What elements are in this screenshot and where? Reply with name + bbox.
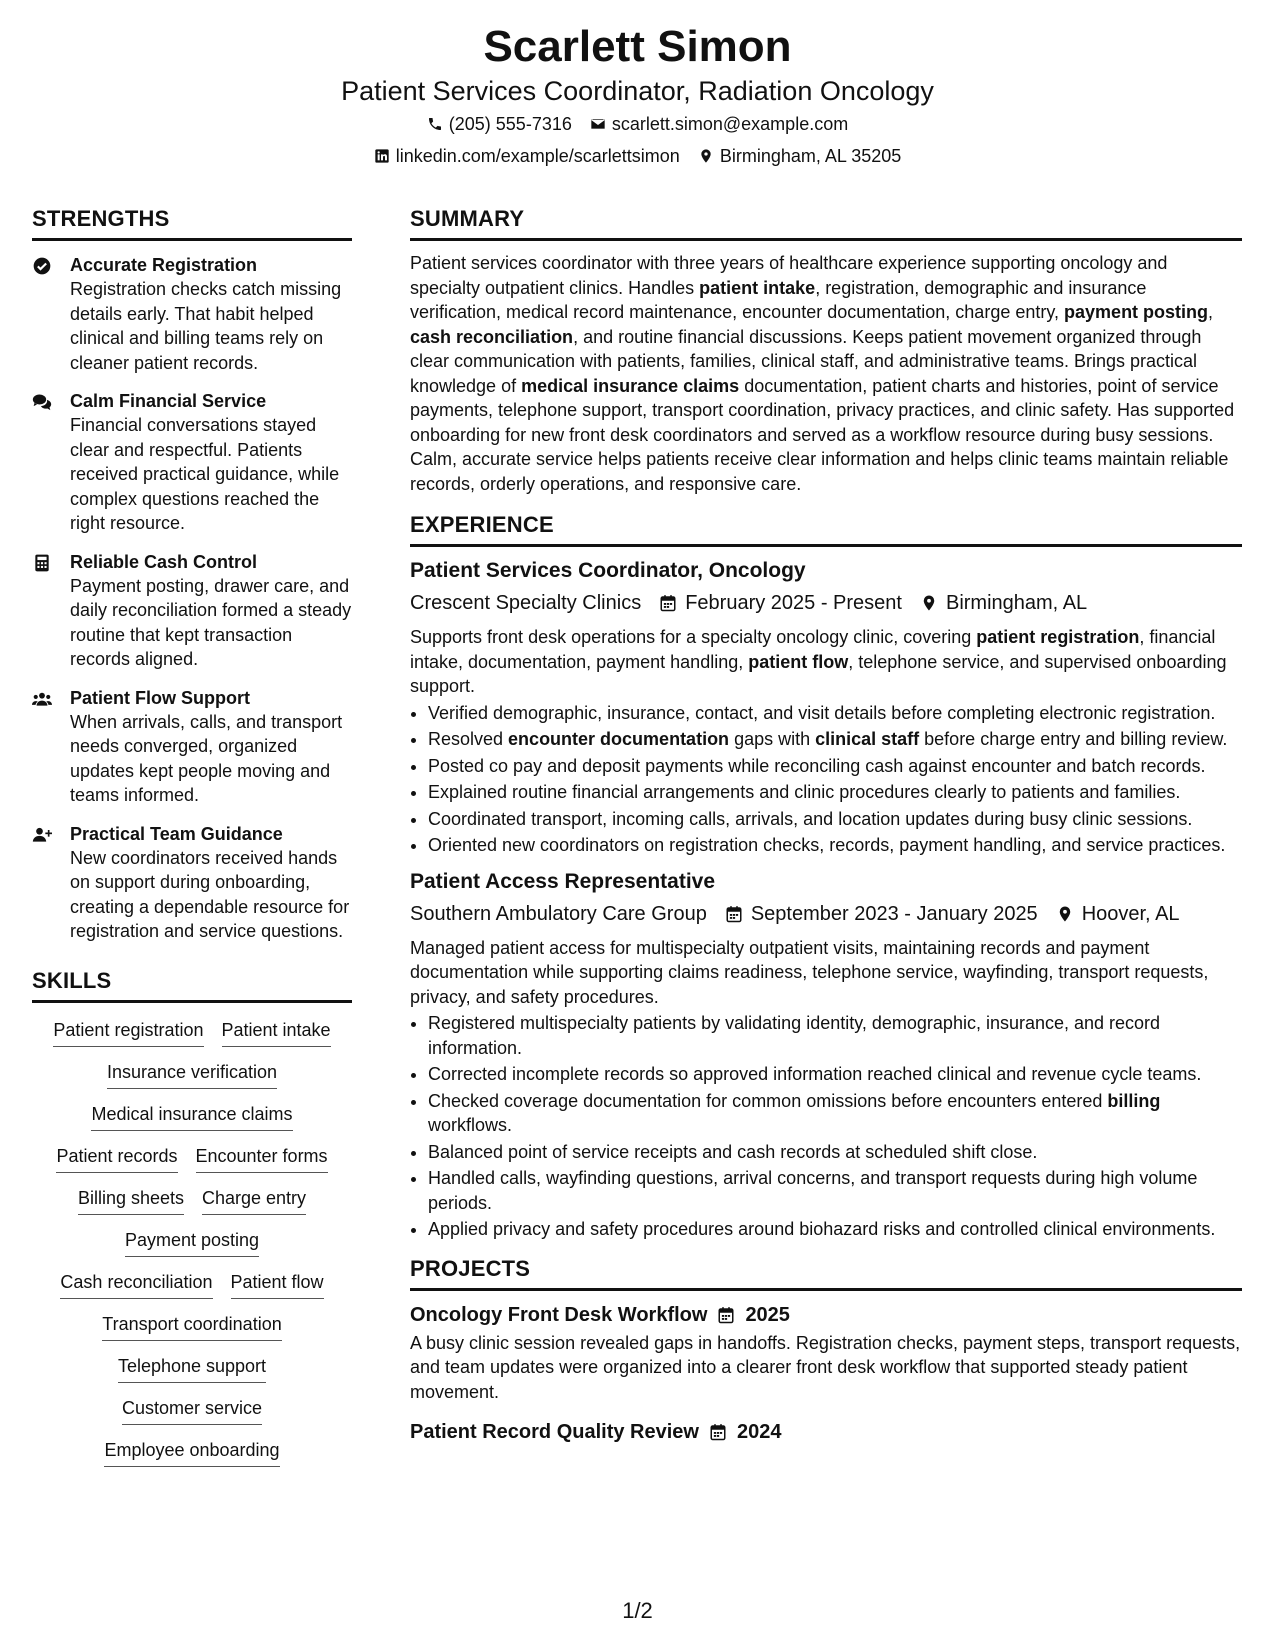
job-meta xyxy=(410,900,1242,928)
company-name: Southern Ambulatory Care Group xyxy=(410,902,707,925)
job-entry xyxy=(410,868,1242,1242)
bullet-item: • Coordinated transport, incoming calls, arrivals, and location updates during busy clinic sessions. xyxy=(428,807,1242,832)
linkedin-text: linkedin.com/example/scarlettsimon xyxy=(395,146,680,166)
left-column xyxy=(32,206,352,1467)
project-title: Patient Record Quality Review 2024 xyxy=(410,1418,1242,1446)
map-pin-icon xyxy=(920,594,938,612)
strength-description: Payment posting, drawer care, and daily reconciliation formed a steady routine that kept transaction records aligned. xyxy=(70,575,352,669)
skill-tag: Telephone support xyxy=(118,1353,266,1383)
skill-tag: Patient intake xyxy=(222,1017,331,1047)
company-name: Crescent Specialty Clinics xyxy=(410,592,642,614)
comments-icon xyxy=(32,392,52,412)
job-location: Birmingham, AL xyxy=(920,589,1087,617)
skill-tag: Encounter forms xyxy=(196,1143,328,1173)
page-number: 1/2 xyxy=(622,1598,653,1623)
experience-heading: EXPERIENCE xyxy=(410,512,1242,547)
bullet-item: • Registered multispecialty patients by validating identity, demographic, insurance, and record information. xyxy=(428,1011,1242,1060)
job-bullets xyxy=(410,701,1242,858)
candidate-name: Scarlett Simon xyxy=(483,22,792,71)
job-title: Patient Access Representative xyxy=(410,869,716,893)
skill-tag: Medical insurance claims xyxy=(91,1101,292,1131)
skill-tag: Patient records xyxy=(56,1143,177,1173)
calendar-icon xyxy=(717,1306,735,1324)
linkedin-icon xyxy=(374,148,390,164)
envelope-icon xyxy=(590,116,606,132)
phone-icon xyxy=(427,116,443,132)
job-description: Managed patient access for multispecialty outpatient visits, maintaining records and payment documentation while supporting claims readiness, telephone service, wayfinding, transport requests, privacy, and safety procedures. xyxy=(410,937,1209,1007)
candidate-role: Patient Services Coordinator, Radiation Oncology xyxy=(341,76,934,106)
email-contact[interactable] xyxy=(590,108,848,140)
bullet-item: • Checked coverage documentation for common omissions before encounters entered billing workflows. xyxy=(428,1089,1242,1138)
skill-tag: Transport coordination xyxy=(102,1311,281,1341)
bullet-item: • Explained routine financial arrangements and clinic procedures clearly to patients and families. xyxy=(428,780,1242,805)
strength-title: Practical Team Guidance xyxy=(70,823,283,844)
contact-line-1 xyxy=(0,108,1275,140)
strengths-heading: STRENGTHS xyxy=(32,206,352,241)
job-description: Supports front desk operations for a specialty oncology clinic, covering patient registration, financial intake, documentation, payment handling, patient flow, telephone service, and supervised onboarding support. xyxy=(410,627,1227,696)
strength-title: Accurate Registration xyxy=(70,255,258,275)
skill-tag: Cash reconciliation xyxy=(60,1269,212,1299)
bullet-item: • Verified demographic, insurance, contact, and visit details before completing electronic registration. xyxy=(428,701,1242,726)
contact-line-2 xyxy=(0,140,1275,172)
user-plus-icon xyxy=(32,825,52,845)
bullet-item: • Balanced point of service receipts and cash records at scheduled shift close. xyxy=(428,1140,1242,1165)
job-title: Patient Services Coordinator, Oncology xyxy=(410,559,806,582)
bullet-item: • Corrected incomplete records so approved information reached clinical and revenue cycle teams. xyxy=(428,1062,1242,1087)
bullet-item: • Resolved encounter documentation gaps with clinical staff before charge entry and billing review. xyxy=(428,727,1242,752)
strength-item xyxy=(32,550,352,672)
project-description: A busy clinic session revealed gaps in handoffs. Registration checks, payment steps, transport requests, and team updates were organized into a clearer front desk workflow that supported steady patient movement. xyxy=(410,1332,1241,1402)
summary-heading: SUMMARY xyxy=(410,206,1242,241)
strength-item xyxy=(32,822,352,944)
strength-title: Reliable Cash Control xyxy=(70,551,258,572)
job-location: Hoover, AL xyxy=(1056,900,1180,928)
project-year: 2025 xyxy=(745,1303,790,1326)
skill-tag: Billing sheets xyxy=(78,1185,184,1215)
phone-text: (205) 555-7316 xyxy=(448,114,572,134)
skill-tag: Employee onboarding xyxy=(104,1437,279,1467)
job-entry xyxy=(410,557,1242,858)
strength-item xyxy=(32,253,352,375)
skills-list xyxy=(32,1011,352,1467)
skill-tag: Insurance verification xyxy=(107,1059,277,1089)
strength-title: Patient Flow Support xyxy=(70,687,250,708)
calendar-icon xyxy=(709,1423,727,1441)
job-dates: February 2025 - Present xyxy=(659,589,902,617)
skill-tag: Customer service xyxy=(122,1395,262,1425)
bullet-item: • Oriented new coordinators on registration checks, records, payment handling, and service practices. xyxy=(428,833,1242,858)
email-text: scarlett.simon@example.com xyxy=(611,114,849,134)
location-contact xyxy=(698,140,901,172)
projects-heading: PROJECTS xyxy=(410,1256,1242,1291)
right-column xyxy=(410,206,1242,1446)
strength-description: Financial conversations stayed clear and respectful. Patients received practical guidance, while complex questions reached the right resource. xyxy=(70,415,340,533)
job-meta xyxy=(410,589,1242,617)
strength-item xyxy=(32,686,352,808)
strength-description: When arrivals, calls, and transport needs converged, organized updates kept people moving and teams informed. xyxy=(70,711,343,805)
map-pin-icon xyxy=(1056,905,1074,923)
strength-item xyxy=(32,389,352,536)
job-dates: September 2023 - January 2025 xyxy=(725,900,1038,928)
skill-tag: Patient flow xyxy=(231,1269,324,1299)
phone-contact[interactable] xyxy=(427,108,572,140)
calendar-icon xyxy=(659,594,677,612)
users-icon xyxy=(32,689,52,709)
bullet-item: • Handled calls, wayfinding questions, arrival concerns, and transport requests during high volume periods. xyxy=(428,1166,1242,1215)
bullet-item: • Applied privacy and safety procedures around biohazard risks and controlled clinical environments. xyxy=(428,1217,1242,1242)
calendar-icon xyxy=(725,905,743,923)
project-year: 2024 xyxy=(736,1421,782,1443)
resume-header xyxy=(0,20,1275,172)
strength-description: New coordinators received hands on support during onboarding, creating a dependable resource for registration and service questions. xyxy=(70,847,350,941)
bullet-item: • Posted co pay and deposit payments while reconciling cash against encounter and batch records. xyxy=(428,754,1242,779)
skills-heading: SKILLS xyxy=(32,968,352,1003)
linkedin-contact[interactable] xyxy=(374,140,680,172)
check-circle-icon xyxy=(32,256,52,276)
calculator-icon xyxy=(32,553,52,573)
skill-tag: Patient registration xyxy=(53,1017,203,1047)
skill-tag: Charge entry xyxy=(202,1185,306,1215)
job-bullets xyxy=(410,1011,1242,1242)
map-pin-icon xyxy=(698,148,714,164)
location-text: Birmingham, AL 35205 xyxy=(719,146,902,166)
skill-tag: Payment posting xyxy=(125,1227,259,1257)
project-title: Oncology Front Desk Workflow 2025 xyxy=(410,1301,1242,1329)
strength-description: Registration checks catch missing details early. That habit helped clinical and billing teams rely on cleaner patient records. xyxy=(70,279,342,373)
summary-text: Patient services coordinator with three years of healthcare experience supporting oncology and specialty outpatient clinics. Handles patient intake, registration, demographic and insurance verification, medical record maintenance, encounter documentation, charge entry, payment posting, cash reconciliation, and routine financial discussions. Keeps patient movement organized through clear communication with patients, families, clinical staff, and administrative teams. Brings practical knowledge of medical insurance claims documentation, patient charts and histories, point of service payments, telephone support, transport coordination, privacy practices, and clinic safety. Has supported onboarding for new front desk coordinators and served as a workflow resource during busy sessions. Calm, accurate service helps patients receive clear information and helps clinic teams maintain reliable records, orderly operations, and responsive care. xyxy=(410,253,1235,494)
strength-title: Calm Financial Service xyxy=(70,391,267,411)
